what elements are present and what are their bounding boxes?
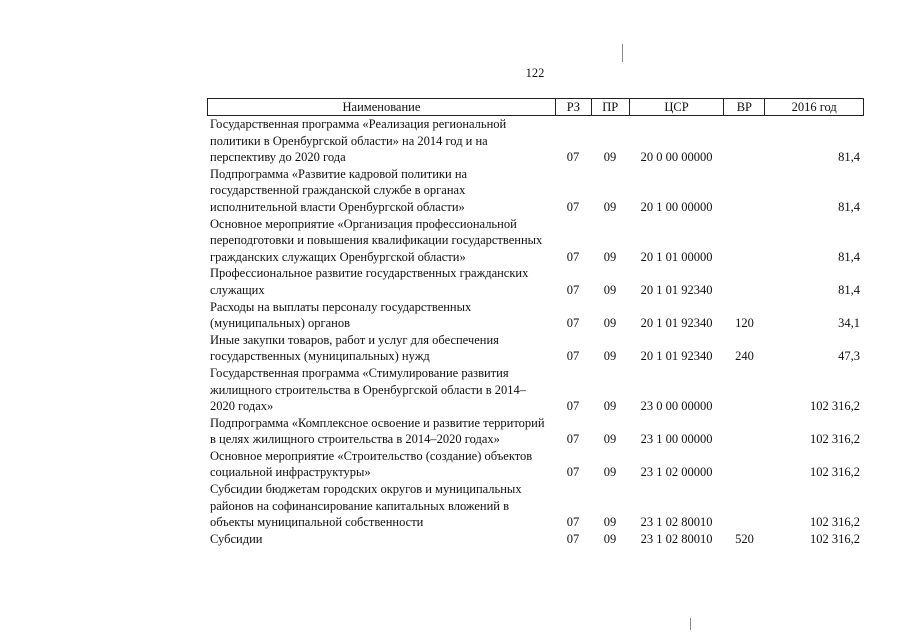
row-sum: 102 316,2 (810, 515, 860, 530)
row-sum: 102 316,2 (810, 531, 860, 546)
row-name-line: переподготовки и повышения квалификации государственных (210, 233, 543, 248)
row-name-line: перспективу до 2020 года (210, 150, 346, 165)
row-name-line: Подпрограмма «Развитие кадровой политики на (210, 166, 468, 181)
row-csr: 20 1 01 00000 (640, 249, 713, 264)
row-csr: 20 1 00 00000 (640, 199, 713, 214)
row-name-line: социальной инфраструктуры» (210, 465, 371, 480)
row-name (207, 216, 555, 266)
scan-artifact (690, 618, 691, 630)
header-rz: РЗ (555, 99, 591, 115)
row-sum: 47,3 (838, 349, 860, 364)
table-row (207, 216, 864, 266)
row-rz: 07 (566, 316, 580, 331)
row-rz: 07 (566, 249, 580, 264)
row-name-line: гражданских служащих Оренбургской области» (210, 249, 466, 264)
row-name (207, 531, 555, 548)
row-csr: 23 1 02 80010 (640, 515, 713, 530)
row-pr: 09 (603, 531, 617, 546)
row-name-line: государственных (муниципальных) нужд (210, 349, 430, 364)
row-vr: 520 (735, 531, 754, 546)
row-rz: 07 (566, 349, 580, 364)
table-row (207, 116, 864, 166)
table-row (207, 365, 864, 415)
budget-table (207, 98, 864, 547)
row-name-line: Профессиональное развитие государственных гражданских (210, 266, 529, 281)
row-pr: 09 (603, 399, 617, 414)
row-name-line: 2020 годах» (210, 399, 274, 414)
row-pr: 09 (603, 316, 617, 331)
row-name (207, 166, 555, 216)
row-name-line: исполнительной власти Оренбургской области» (210, 199, 465, 214)
row-csr: 20 1 01 92340 (640, 316, 713, 331)
row-csr: 20 1 01 92340 (640, 282, 713, 297)
table-row (207, 166, 864, 216)
row-pr: 09 (603, 349, 617, 364)
row-name (207, 448, 555, 481)
table-header (207, 98, 864, 116)
row-name-line: политики в Оренбургской области» на 2014 год и на (210, 133, 488, 148)
row-pr: 09 (603, 249, 617, 264)
row-csr: 20 1 01 92340 (640, 349, 713, 364)
row-pr: 09 (603, 515, 617, 530)
row-csr: 23 1 00 00000 (640, 432, 713, 447)
row-name-line: жилищного строительства в Оренбургской области в 2014– (210, 382, 527, 397)
row-csr: 23 1 02 80010 (640, 531, 713, 546)
row-pr: 09 (603, 199, 617, 214)
row-name (207, 415, 555, 448)
row-name-line: Субсидии (210, 531, 263, 546)
row-rz: 07 (566, 282, 580, 297)
row-name-line: Расходы на выплаты персоналу государственных (210, 299, 472, 314)
table-row (207, 481, 864, 531)
header-sum: 2016 год (764, 99, 863, 115)
row-vr: 240 (735, 349, 754, 364)
row-csr: 23 0 00 00000 (640, 399, 713, 414)
row-sum: 102 316,2 (810, 432, 860, 447)
table-row (207, 332, 864, 365)
row-name-line: Основное мероприятие «Организация профессиональной (210, 216, 517, 231)
table-row (207, 265, 864, 298)
row-rz: 07 (566, 531, 580, 546)
row-pr: 09 (603, 432, 617, 447)
row-name-line: государственной гражданской службе в органах (210, 183, 466, 198)
row-name (207, 365, 555, 415)
row-pr: 09 (603, 282, 617, 297)
row-pr: 09 (603, 150, 617, 165)
row-vr: 120 (735, 316, 754, 331)
row-name-line: служащих (210, 282, 265, 297)
row-rz: 07 (566, 150, 580, 165)
row-rz: 07 (566, 199, 580, 214)
row-rz: 07 (566, 465, 580, 480)
row-name (207, 265, 555, 298)
scan-artifact (622, 44, 623, 62)
row-name-line: (муниципальных) органов (210, 316, 351, 331)
page-number: 122 (525, 66, 545, 80)
row-sum: 81,4 (838, 282, 860, 297)
row-sum: 81,4 (838, 249, 860, 264)
table-row (207, 299, 864, 332)
row-name-line: в целях жилищного строительства в 2014–2020 годах» (210, 432, 500, 447)
row-sum: 102 316,2 (810, 465, 860, 480)
row-name-line: Субсидии бюджетам городских округов и муниципальных (210, 482, 522, 497)
row-pr: 09 (603, 465, 617, 480)
header-pr: ПР (591, 99, 629, 115)
row-name (207, 332, 555, 365)
header-name: Наименование (342, 100, 421, 114)
row-name (207, 116, 555, 166)
row-name (207, 299, 555, 332)
header-csr: ЦСР (629, 99, 724, 115)
table-row (207, 415, 864, 448)
row-name-line: Подпрограмма «Комплексное освоение и развитие территорий (210, 415, 545, 430)
row-rz: 07 (566, 399, 580, 414)
table-body (207, 116, 864, 547)
row-rz: 07 (566, 432, 580, 447)
row-name (207, 481, 555, 531)
row-name-line: Основное мероприятие «Строительство (создание) объектов (210, 448, 533, 463)
row-sum: 81,4 (838, 150, 860, 165)
row-name-line: Государственная программа «Реализация региональной (210, 117, 507, 131)
row-sum: 102 316,2 (810, 399, 860, 414)
row-rz: 07 (566, 515, 580, 530)
row-name-line: Государственная программа «Стимулирование развития (210, 365, 509, 380)
row-csr: 23 1 02 00000 (640, 465, 713, 480)
header-vr: ВР (723, 99, 764, 115)
row-name-line: районов на софинансирование капитальных вложений в (210, 498, 510, 513)
row-name-line: объекты муниципальной собственности (210, 515, 424, 530)
row-sum: 81,4 (838, 199, 860, 214)
row-sum: 34,1 (838, 316, 860, 331)
table-row (207, 531, 864, 548)
table-row (207, 448, 864, 481)
row-csr: 20 0 00 00000 (640, 150, 713, 165)
row-name-line: Иные закупки товаров, работ и услуг для обеспечения (210, 332, 499, 347)
